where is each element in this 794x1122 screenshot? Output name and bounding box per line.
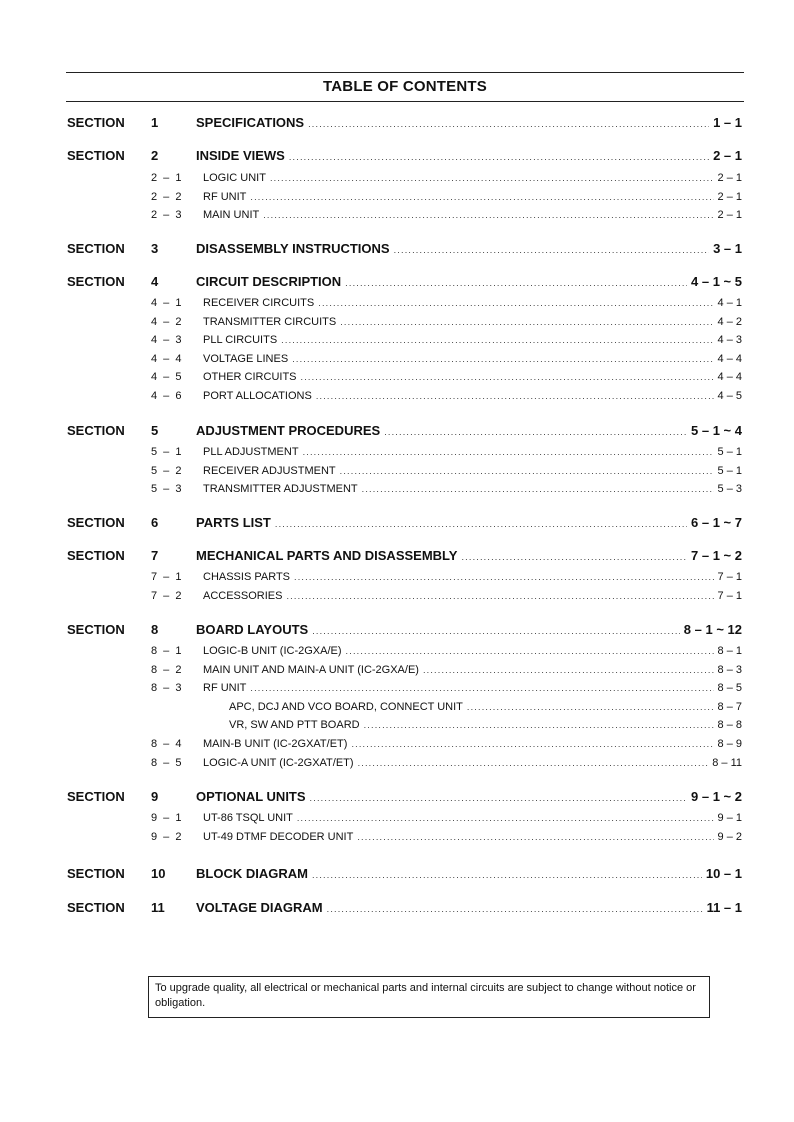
subsection-number: 2 – 3 — [151, 209, 183, 222]
subsection-title: RF UNIT — [203, 682, 247, 695]
subsection-title: VOLTAGE LINES — [203, 352, 289, 365]
subsection-page: 4 – 4 — [717, 352, 742, 365]
subsection-row[interactable] — [0, 465, 794, 479]
leader-dots — [351, 739, 713, 749]
leader-dots — [250, 192, 713, 202]
subsection-title: LOGIC-A UNIT (IC-2GXAT/ET) — [203, 756, 354, 769]
section-number: 7 — [151, 548, 159, 563]
subsection-title: VR, SW AND PTT BOARD — [229, 719, 360, 732]
leader-dots — [312, 626, 680, 636]
leader-dots — [423, 665, 714, 675]
leader-dots — [327, 904, 703, 914]
subsection-number: 8 – 4 — [151, 738, 183, 750]
subsection-entry[interactable] — [203, 571, 742, 583]
section-page: 9 – 1 ~ 2 — [691, 789, 742, 804]
section-row[interactable] — [0, 274, 794, 290]
subsection-row[interactable] — [0, 446, 794, 460]
subsection-number: 5 – 2 — [151, 464, 183, 477]
subsection-title: RECEIVER ADJUSTMENT — [203, 464, 336, 477]
leader-dots — [362, 484, 714, 494]
subsection-number: 8 – 3 — [151, 682, 183, 695]
subsection-entry[interactable] — [203, 172, 742, 184]
leader-dots — [250, 683, 713, 693]
leader-dots — [281, 335, 713, 345]
page-title: TABLE OF CONTENTS — [323, 78, 487, 95]
section-page: 1 – 1 — [713, 115, 742, 130]
section-title: CIRCUIT DESCRIPTION — [196, 274, 342, 289]
subsection-title: UT-49 DTMF DECODER UNIT — [203, 830, 354, 843]
section-title: OPTIONAL UNITS — [196, 789, 306, 804]
subsection-title: LOGIC UNIT — [203, 172, 266, 184]
subsection-number: 8 – 1 — [151, 645, 183, 657]
subsection-row[interactable] — [0, 590, 794, 604]
subsection-entry[interactable] — [203, 446, 742, 458]
subsection-page: 7 – 1 — [717, 589, 742, 602]
subsection-number: 4 – 3 — [151, 334, 183, 347]
section-number: 4 — [151, 274, 159, 289]
subsection-title: LOGIC-B UNIT (IC-2GXA/E) — [203, 645, 342, 657]
subsection-number: 8 – 2 — [151, 663, 183, 676]
section-entry[interactable] — [196, 515, 742, 530]
leader-dots — [312, 870, 702, 880]
subsection-number: 9 – 1 — [151, 812, 183, 824]
leader-dots — [270, 173, 714, 183]
subsection-page: 5 – 3 — [717, 483, 742, 496]
section-label: SECTION — [67, 622, 125, 637]
subsection-page: 4 – 3 — [717, 334, 742, 347]
leader-dots — [301, 372, 714, 382]
subsection-number: 2 – 2 — [151, 190, 183, 203]
section-row[interactable] — [0, 900, 794, 916]
subsection-row[interactable] — [0, 571, 794, 585]
subsection-page: 2 – 1 — [717, 209, 742, 222]
subsection-title: MAIN UNIT AND MAIN-A UNIT (IC-2GXA/E) — [203, 663, 419, 676]
section-title: MECHANICAL PARTS AND DISASSEMBLY — [196, 548, 458, 563]
section-row[interactable] — [0, 423, 794, 439]
subsection-row[interactable] — [0, 371, 794, 385]
subsection-page: 8 – 8 — [717, 719, 742, 732]
section-number: 11 — [151, 900, 165, 915]
subsection-row[interactable] — [0, 353, 794, 367]
section-label: SECTION — [67, 515, 125, 530]
section-label: SECTION — [67, 115, 125, 130]
section-label: SECTION — [67, 423, 125, 438]
section-title: DISASSEMBLY INSTRUCTIONS — [196, 241, 390, 256]
leader-dots — [394, 245, 709, 255]
subsection-title: ACCESSORIES — [203, 589, 283, 602]
section-title: VOLTAGE DIAGRAM — [196, 900, 323, 915]
section-entry[interactable] — [196, 900, 742, 915]
subsection-page: 4 – 4 — [717, 371, 742, 384]
subsection-entry[interactable] — [229, 719, 742, 731]
section-row[interactable] — [0, 115, 794, 131]
section-label: SECTION — [67, 866, 125, 881]
subsection-number: 5 – 3 — [151, 483, 183, 496]
leader-dots — [289, 152, 709, 162]
section-number: 6 — [151, 515, 159, 530]
leader-dots — [275, 519, 687, 529]
subsection-row[interactable] — [0, 483, 794, 497]
section-row[interactable] — [0, 789, 794, 805]
leader-dots — [263, 210, 713, 220]
subsection-title: TRANSMITTER CIRCUITS — [203, 315, 337, 328]
subsection-number: 4 – 2 — [151, 315, 183, 328]
subsection-row[interactable] — [0, 209, 794, 223]
subsection-row[interactable] — [0, 645, 794, 659]
section-number: 1 — [151, 115, 159, 130]
section-page: 2 – 1 — [713, 148, 742, 163]
subsection-entry[interactable] — [203, 371, 742, 383]
subsection-entry[interactable] — [203, 209, 742, 221]
section-row[interactable] — [0, 548, 794, 564]
leader-dots — [364, 720, 714, 730]
section-page: 4 – 1 ~ 5 — [691, 274, 742, 289]
subsection-entry[interactable] — [203, 812, 742, 824]
leader-dots — [292, 354, 713, 364]
subsection-number: 4 – 1 — [151, 297, 183, 309]
section-title: ADJUSTMENT PROCEDURES — [196, 423, 381, 438]
subsection-entry[interactable] — [203, 465, 742, 477]
section-label: SECTION — [67, 548, 125, 563]
subsection-row[interactable] — [0, 701, 794, 715]
subsection-title: RF UNIT — [203, 190, 247, 203]
subsection-page: 8 – 9 — [717, 738, 742, 750]
subsection-title: PLL ADJUSTMENT — [203, 446, 299, 458]
section-label: SECTION — [67, 900, 125, 915]
subsection-number: 4 – 4 — [151, 352, 183, 365]
section-entry[interactable] — [196, 423, 742, 438]
section-row[interactable] — [0, 148, 794, 164]
section-number: 5 — [151, 423, 159, 438]
subsection-row[interactable] — [0, 719, 794, 733]
subsection-page: 9 – 1 — [717, 812, 742, 824]
subsection-page: 4 – 1 — [717, 297, 742, 309]
subsection-entry[interactable] — [203, 831, 742, 843]
subsection-entry[interactable] — [203, 664, 742, 676]
section-entry[interactable] — [196, 115, 742, 130]
section-number: 9 — [151, 789, 159, 804]
subsection-row[interactable] — [0, 831, 794, 845]
leader-dots — [461, 552, 687, 562]
subsection-title: APC, DCJ AND VCO BOARD, CONNECT UNIT — [229, 700, 463, 713]
leader-dots — [294, 572, 714, 582]
section-page: 8 – 1 ~ 12 — [683, 622, 742, 637]
leader-dots — [346, 646, 714, 656]
subsection-page: 9 – 2 — [717, 830, 742, 843]
subsection-title: UT-86 TSQL UNIT — [203, 812, 293, 824]
subsection-row[interactable] — [0, 812, 794, 826]
notice-box: To upgrade quality, all electrical or mechanical parts and internal circuits are subject to change without notice or obligation. — [148, 976, 710, 1018]
subsection-number: 5 – 1 — [151, 446, 183, 458]
subsection-entry[interactable] — [203, 334, 742, 346]
subsection-title: MAIN UNIT — [203, 209, 260, 222]
section-page: 11 – 1 — [706, 900, 742, 915]
section-number: 2 — [151, 148, 159, 163]
subsection-row[interactable] — [0, 390, 794, 404]
subsection-page: 8 – 1 — [717, 645, 742, 657]
section-row[interactable] — [0, 241, 794, 257]
subsection-page: 4 – 2 — [717, 315, 742, 328]
subsection-page: 8 – 5 — [717, 682, 742, 695]
section-title: INSIDE VIEWS — [196, 148, 285, 163]
subsection-number: 4 – 6 — [151, 390, 183, 402]
leader-dots — [303, 447, 714, 457]
subsection-row[interactable] — [0, 682, 794, 696]
section-label: SECTION — [67, 241, 125, 256]
subsection-entry[interactable] — [203, 483, 742, 495]
leader-dots — [310, 793, 687, 803]
subsection-number: 4 – 5 — [151, 371, 183, 384]
section-title: SPECIFICATIONS — [196, 115, 305, 130]
section-page: 6 – 1 ~ 7 — [691, 515, 742, 530]
section-number: 3 — [151, 241, 159, 256]
section-entry[interactable] — [196, 148, 742, 163]
section-number: 10 — [151, 866, 166, 881]
subsection-entry[interactable] — [203, 316, 742, 328]
subsection-entry[interactable] — [203, 353, 742, 365]
leader-dots — [340, 317, 713, 327]
subsection-row[interactable] — [0, 757, 794, 771]
subsection-row[interactable] — [0, 738, 794, 752]
leader-dots — [384, 427, 687, 437]
subsection-page: 8 – 7 — [717, 700, 742, 713]
subsection-title: PLL CIRCUITS — [203, 334, 278, 347]
subsection-row[interactable] — [0, 316, 794, 330]
subsection-row[interactable] — [0, 172, 794, 186]
subsection-page: 5 – 1 — [717, 464, 742, 477]
subsection-entry[interactable] — [229, 701, 742, 713]
subsection-title: PORT ALLOCATIONS — [203, 390, 312, 402]
section-number: 8 — [151, 622, 159, 637]
section-row[interactable] — [0, 866, 794, 882]
subsection-page: 2 – 1 — [717, 172, 742, 184]
section-entry[interactable] — [196, 548, 742, 563]
subsection-row[interactable] — [0, 191, 794, 205]
subsection-number: 7 – 1 — [151, 571, 183, 583]
section-page: 10 – 1 — [705, 866, 742, 881]
leader-dots — [316, 391, 714, 401]
leader-dots — [340, 466, 714, 476]
subsection-row[interactable] — [0, 334, 794, 348]
leader-dots — [318, 298, 713, 308]
section-entry[interactable] — [196, 789, 742, 804]
section-page: 3 – 1 — [713, 241, 742, 256]
subsection-page: 8 – 3 — [717, 663, 742, 676]
subsection-entry[interactable] — [203, 645, 742, 657]
section-page: 5 – 1 ~ 4 — [691, 423, 742, 438]
section-label: SECTION — [67, 148, 125, 163]
subsection-page: 4 – 5 — [717, 390, 742, 402]
section-entry[interactable] — [196, 866, 742, 881]
subsection-title: CHASSIS PARTS — [203, 571, 291, 583]
subsection-entry[interactable] — [203, 390, 742, 402]
section-entry[interactable] — [196, 622, 742, 637]
leader-dots — [467, 702, 714, 712]
subsection-number: 7 – 2 — [151, 589, 183, 602]
section-title: BLOCK DIAGRAM — [196, 866, 308, 881]
section-row[interactable] — [0, 515, 794, 531]
leader-dots — [358, 758, 709, 768]
subsection-title: MAIN-B UNIT (IC-2GXAT/ET) — [203, 738, 348, 750]
leader-dots — [297, 813, 714, 823]
subsection-entry[interactable] — [203, 191, 742, 203]
subsection-page: 7 – 1 — [717, 571, 742, 583]
leader-dots — [286, 591, 713, 601]
section-entry[interactable] — [196, 241, 742, 256]
subsection-entry[interactable] — [203, 682, 742, 694]
subsection-entry[interactable] — [203, 738, 742, 750]
section-entry[interactable] — [196, 274, 742, 289]
section-page: 7 – 1 ~ 2 — [691, 548, 742, 563]
section-label: SECTION — [67, 274, 125, 289]
subsection-title: RECEIVER CIRCUITS — [203, 297, 315, 309]
section-title: PARTS LIST — [196, 515, 271, 530]
subsection-page: 5 – 1 — [717, 446, 742, 458]
leader-dots — [357, 832, 713, 842]
leader-dots — [308, 119, 709, 129]
subsection-number: 2 – 1 — [151, 172, 183, 184]
leader-dots — [345, 278, 687, 288]
section-title: BOARD LAYOUTS — [196, 622, 309, 637]
subsection-entry[interactable] — [203, 590, 742, 602]
section-label: SECTION — [67, 789, 125, 804]
subsection-title: TRANSMITTER ADJUSTMENT — [203, 483, 358, 496]
subsection-row[interactable] — [0, 664, 794, 678]
subsection-entry[interactable] — [203, 757, 742, 769]
subsection-number: 8 – 5 — [151, 756, 183, 769]
subsection-number: 9 – 2 — [151, 830, 183, 843]
subsection-page: 2 – 1 — [717, 190, 742, 203]
section-row[interactable] — [0, 622, 794, 638]
subsection-entry[interactable] — [203, 297, 742, 309]
subsection-row[interactable] — [0, 297, 794, 311]
subsection-page: 8 – 11 — [712, 756, 742, 769]
subsection-title: OTHER CIRCUITS — [203, 371, 297, 384]
